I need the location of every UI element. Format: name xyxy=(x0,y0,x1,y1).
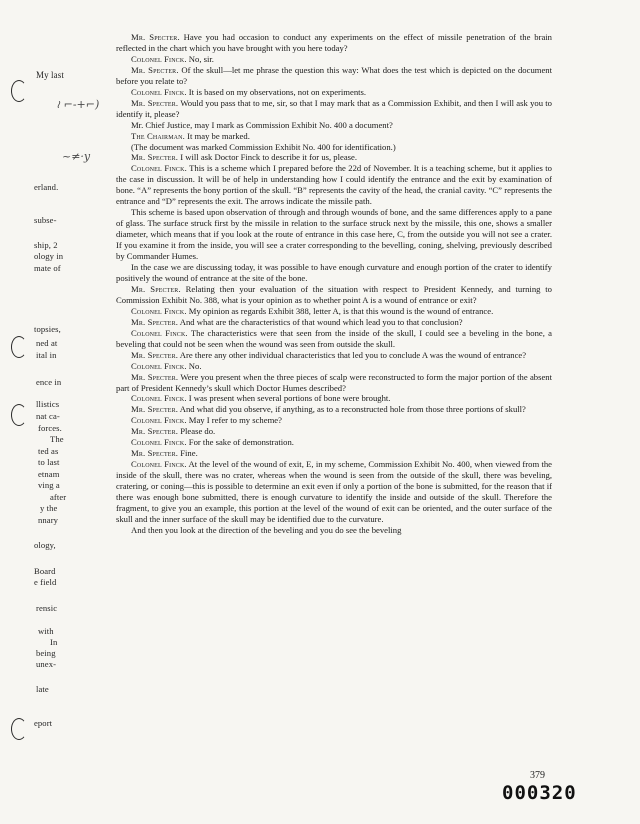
testimony-paragraph xyxy=(116,163,552,207)
margin-fragment: ital in xyxy=(36,350,57,360)
testimony-paragraph xyxy=(116,32,552,54)
paragraph-text: Relating then your evaluation of the situation with respect to President Kennedy, and turning to Commission Exhibit No. 388, what is your opinion as to whether point A is a wound of entrance or exit? xyxy=(116,283,552,305)
margin-fragment: forces. xyxy=(38,423,62,433)
margin-fragment: y the xyxy=(40,503,58,513)
margin-fragment: etnam xyxy=(38,469,60,479)
speaker-name: Colonel Finck. xyxy=(131,327,188,338)
testimony-paragraph xyxy=(116,404,552,415)
testimony-paragraph xyxy=(116,328,552,350)
testimony-text xyxy=(116,32,552,536)
paragraph-text: Are there any other individual characteristics that led you to conclude A was the wound of entrance? xyxy=(178,349,527,360)
paragraph-text: This is a scheme which I prepared before the 22d of November. It is a teaching scheme, but it applies to the case in discussion. It will be of help in understanding how I could identify the entrance and the exit by examination of bone. “A” represents the bony portion of the skull. “B” represents the cavity of the head, the cranial cavity. “C” represents the entrance and “D” represents the exit. The arrows indicate the missile path. xyxy=(116,163,552,207)
testimony-paragraph xyxy=(116,317,552,328)
paragraph-text: (The document was marked Commission Exhibit No. 400 for identification.) xyxy=(131,141,396,152)
margin-fragment: nnary xyxy=(38,515,59,525)
paragraph-text: The characteristics were that seen from the inside of the skull, I could see a beveling in the bone, a beveling that could not be seen when the wound was seen from outside the skull. xyxy=(116,327,552,349)
speaker-name: Colonel Finck. xyxy=(131,393,187,404)
margin-fragment: being xyxy=(36,648,56,658)
paragraph-text: Were you present when the three pieces of scalp were reconstructed to form the major portion of the absent part of President Kennedy’s skull which Doctor Humes described? xyxy=(116,371,553,393)
margin-fragment: ology, xyxy=(34,540,56,550)
testimony-paragraph xyxy=(116,120,552,131)
margin-fragment: mate of xyxy=(34,263,61,273)
margin-fragment: ship, 2 xyxy=(34,240,58,250)
paragraph-text: I was present when several portions of bone were brought. xyxy=(186,393,391,404)
paragraph-text: And then you look at the direction of the beveling and you do see the beveling xyxy=(131,524,402,535)
margin-fragment: ted as xyxy=(38,446,59,456)
testimony-paragraph xyxy=(116,54,552,65)
punch-hole xyxy=(11,80,27,102)
paragraph-text: No, sir. xyxy=(186,53,214,64)
margin-fragment: with xyxy=(38,626,54,636)
margin-fragment: erland. xyxy=(34,182,59,192)
speaker-name: Colonel Finck. xyxy=(131,415,187,426)
paragraph-text: No. xyxy=(186,360,202,371)
paragraph-text: Would you pass that to me, sir, so that I may mark that as a Commission Exhibit, and then I will ask you to identify it, please? xyxy=(116,97,552,119)
testimony-paragraph xyxy=(116,142,552,153)
speaker-name: Mr. Specter. xyxy=(131,97,179,108)
speaker-name: Colonel Finck. xyxy=(131,437,187,448)
speaker-name: Colonel Finck. xyxy=(131,360,187,371)
margin-fragment: eport xyxy=(34,718,53,728)
speaker-name: Colonel Finck. xyxy=(131,86,187,97)
testimony-paragraph xyxy=(116,262,552,284)
testimony-paragraph xyxy=(116,448,552,459)
punch-hole xyxy=(11,718,27,740)
page-number: 379 xyxy=(530,770,545,781)
testimony-paragraph xyxy=(116,525,552,536)
paragraph-text: Please do. xyxy=(178,426,216,437)
speaker-name: Mr. Specter. xyxy=(131,426,179,437)
margin-fragment: to last xyxy=(38,457,60,467)
speaker-name: Colonel Finck. xyxy=(131,53,187,64)
document-number-stamp: 000320 xyxy=(502,782,577,804)
paragraph-text: At the level of the wound of exit, E, in my scheme, Commission Exhibit No. 400, when viewed from the inside of the skull, there was no crater, whereas when the wound is seen from the outside of the skull, there was beveling, cratering, or coning—this is possible to determine an exit even if only a portion of the bone is submitted, for the reason that if there was enough bone submitted, there is enough curvature to identify the inside and outside of the skull. Therefore the fragment, to give you an example, this portion at the level of the wound of exit can be oriented, and the outer surface of the skull and the inner surface of the skull may be identified due to the curvature. xyxy=(116,459,552,524)
margin-fragment: The xyxy=(50,434,64,444)
paragraph-text: Fine. xyxy=(178,448,198,459)
testimony-paragraph xyxy=(116,284,552,306)
paragraph-text: It is based on my observations, not on experiments. xyxy=(186,86,367,97)
paragraph-text: And what are the characteristics of that wound which lead you to that conclusion? xyxy=(178,316,463,327)
speaker-name: Colonel Finck. xyxy=(131,305,187,316)
margin-fragment: nat ca- xyxy=(36,411,60,421)
margin-fragment: unex- xyxy=(36,659,57,669)
testimony-paragraph xyxy=(116,372,552,394)
margin-fragment: In xyxy=(50,637,58,647)
testimony-paragraph xyxy=(116,459,552,525)
testimony-paragraph xyxy=(116,437,552,448)
speaker-name: Mr. Specter. xyxy=(131,152,179,163)
speaker-name: The Chairman. xyxy=(131,130,185,141)
testimony-paragraph xyxy=(116,361,552,372)
testimony-paragraph xyxy=(116,350,552,361)
margin-fragment: Board xyxy=(34,566,56,576)
speaker-name: Mr. Specter. xyxy=(131,283,181,294)
testimony-paragraph xyxy=(116,65,552,87)
testimony-paragraph xyxy=(116,415,552,426)
margin-fragment: ned at xyxy=(36,338,58,348)
speaker-name: Mr. Specter. xyxy=(131,349,179,360)
speaker-name: Mr. Specter. xyxy=(131,371,179,382)
paragraph-text: This scheme is based upon observation of through and through wounds of bone, and the same differences apply to a pane of glass. The surface struck first by the missile in relation to the surface struck next by the missile, this one, shows a smaller diameter, which means that if you look at the route of entrance in this case here, C, from the outside you will not see a crater. If you examine it from the inside, you will see a crater corresponding to the bevelling, coning, shelving, previously described by Commander Humes. xyxy=(116,207,552,262)
margin-fragment: My last xyxy=(36,70,64,80)
margin-fragment: ence in xyxy=(36,377,62,387)
paragraph-text: And what did you observe, if anything, as to a reconstructed hole from those three portions of skull? xyxy=(178,404,526,415)
margin-fragment: subse- xyxy=(34,215,57,225)
paragraph-text: Mr. Chief Justice, may I mark as Commission Exhibit No. 400 a document? xyxy=(131,119,393,130)
handwritten-scribble: ~≠·y xyxy=(62,150,91,163)
left-margin-bleedthrough xyxy=(0,0,100,824)
speaker-name: Mr. Specter. xyxy=(131,64,179,75)
margin-fragment: ology in xyxy=(34,251,64,261)
testimony-paragraph xyxy=(116,87,552,98)
punch-hole xyxy=(11,404,27,426)
paragraph-text: Have you had occasion to conduct any experiments on the effect of missile penetration of the brain reflected in the chart which you have brought with you here today? xyxy=(116,32,552,53)
margin-fragment: e field xyxy=(34,577,57,587)
paragraph-text: My opinion as regards Exhibit 388, letter A, is that this wound is the wound of entrance. xyxy=(186,305,494,316)
testimony-paragraph xyxy=(116,207,552,262)
paragraph-text: It may be marked. xyxy=(184,130,250,141)
testimony-paragraph xyxy=(116,152,552,163)
margin-fragment: after xyxy=(50,492,67,502)
testimony-paragraph xyxy=(116,98,552,120)
speaker-name: Mr. Specter. xyxy=(131,32,180,42)
paragraph-text: In the case we are discussing today, it was possible to have enough curvature and enough portion of the crater to identify positively the wound of entrance at the site of the bone. xyxy=(116,262,552,283)
testimony-paragraph xyxy=(116,393,552,404)
speaker-name: Mr. Specter. xyxy=(131,404,179,415)
margin-fragment: topsies, xyxy=(34,324,61,334)
speaker-name: Mr. Specter. xyxy=(131,316,179,327)
testimony-paragraph xyxy=(116,131,552,142)
speaker-name: Mr. Specter. xyxy=(131,448,179,459)
margin-fragment: ving a xyxy=(38,480,60,490)
paragraph-text: Of the skull—let me phrase the question this way: What does the test which is depicted on the document before you relate to? xyxy=(116,64,552,86)
paragraph-text: For the sake of demonstration. xyxy=(186,437,294,448)
handwritten-scribble: ≀ ⌐-+⌐) xyxy=(56,98,100,111)
paragraph-text: May I refer to my scheme? xyxy=(186,415,282,426)
testimony-paragraph xyxy=(116,426,552,437)
testimony-paragraph xyxy=(116,306,552,317)
paragraph-text: I will ask Doctor Finck to describe it for us, please. xyxy=(178,152,358,163)
margin-fragment: llistics xyxy=(36,399,60,409)
speaker-name: Colonel Finck. xyxy=(131,163,187,174)
punch-hole xyxy=(11,336,27,358)
margin-fragment: rensic xyxy=(36,603,58,613)
speaker-name: Colonel Finck. xyxy=(131,459,187,470)
margin-fragment: late xyxy=(36,684,49,694)
